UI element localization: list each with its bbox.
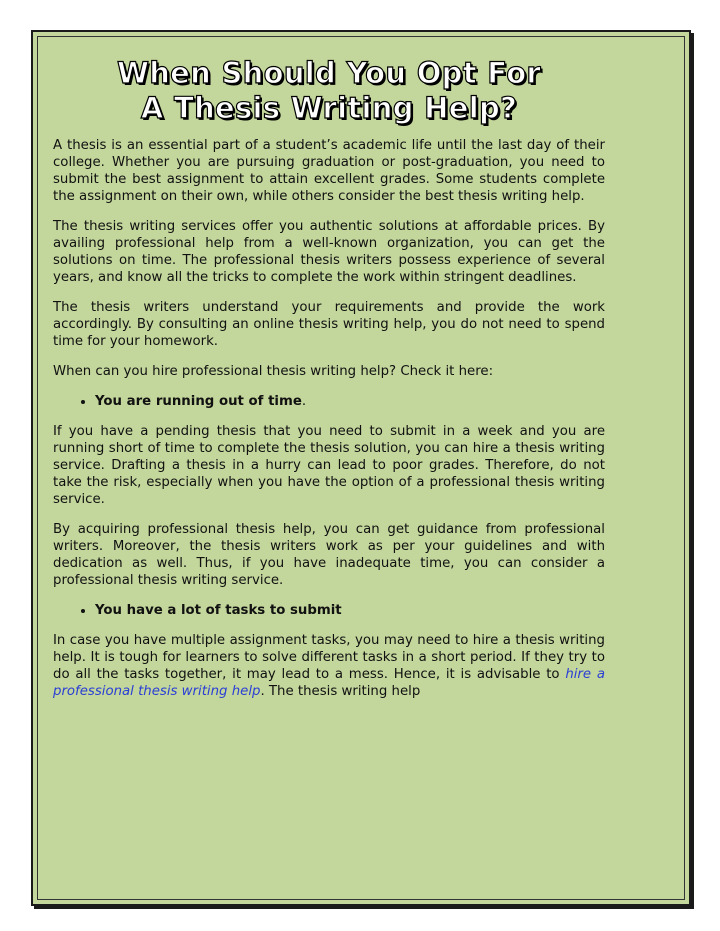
bullet-text: You are running out of time (95, 394, 302, 409)
paragraph-text-after-link: . The thesis writing help (260, 684, 421, 699)
bullet-list-1 (53, 393, 605, 410)
paragraph-pending-thesis: If you have a pending thesis that you need to submit in a week and you are running short of time to complete the thesis solution, you can hire a thesis writing service. Drafting a thesis in a hurry can lead to poor grades. Therefore, do not take the risk, especially when you have the option of a professional thesis writing service. (53, 424, 605, 507)
paragraph-text-before-link: In case you have multiple assignment tasks, you may need to hire a thesis writing help. It is tough for learners to solve different tasks in a short period. If they try to do all the tasks together, it may lead to a mess. Hence, it is advisable to (53, 633, 605, 682)
paragraph-guidance: By acquiring professional thesis help, you can get guidance from professional writers. Moreover, the thesis writers work as per your guidelines and with dedication as well. Thus, if you have inadequate time, you can consider a professional thesis writing service. (53, 522, 605, 588)
bullet-item-out-of-time (95, 393, 605, 410)
title-line-2: A Thesis Writing Help? (140, 91, 518, 125)
hire-thesis-help-link[interactable]: hire a professional thesis writing help (53, 667, 605, 699)
bullet-list-2 (53, 602, 605, 619)
paragraph-multiple-tasks (53, 632, 605, 700)
paragraph-when-hire: When can you hire professional thesis writing help? Check it here: (53, 364, 494, 379)
title-line-1: When Should You Opt For (116, 56, 542, 90)
paragraph-intro: A thesis is an essential part of a student’s academic life until the last day of their college. Whether you are pursuing graduation or post-graduation, you need to submit the best assignment to attain excellent grades. Some students complete the assignment on their own, while others consider the best thesis writing help. (53, 138, 605, 204)
paragraph-services: The thesis writing services offer you authentic solutions at affordable prices. By availing professional help from a well-known organization, you can get the solutions on time. The professional thesis writers possess experience of several years, and know all the tricks to complete the work within stringent deadlines. (53, 219, 605, 285)
document-content (53, 56, 605, 713)
document-title (53, 56, 605, 126)
bullet-item-many-tasks: • You have a lot of tasks to submit (95, 602, 605, 619)
paragraph-writers: The thesis writers understand your requirements and provide the work accordingly. By consulting an online thesis writing help, you do not need to spend time for your homework. (53, 300, 605, 349)
bullet-punctuation: . (301, 394, 307, 409)
